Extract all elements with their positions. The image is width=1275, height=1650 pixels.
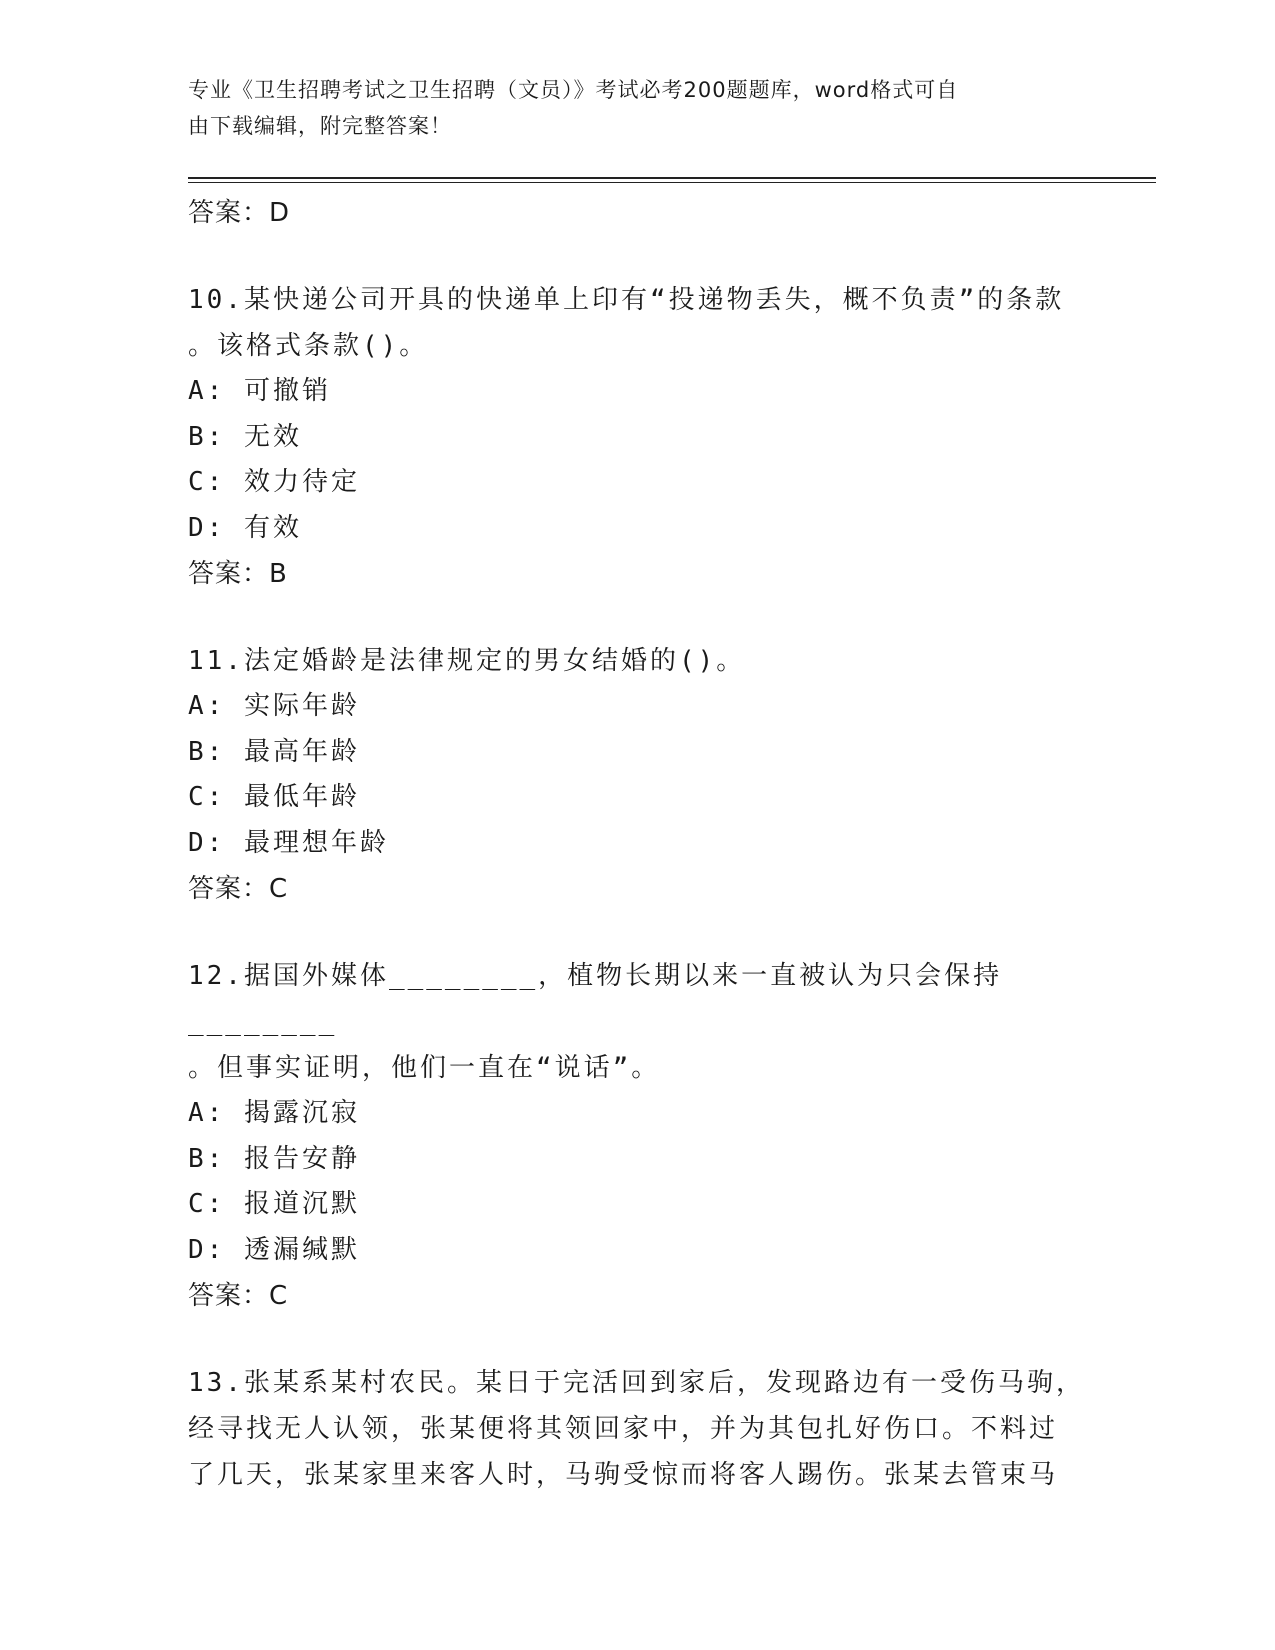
option-c: C: 报道沉默 [188,1189,360,1219]
document-header [188,72,1068,144]
option-a: A: 实际年龄 [188,691,360,721]
answer: 答案：B [188,559,288,589]
question-list [188,190,1088,1498]
question-text: 12.据国外媒体________，植物长期以来一直被认为只会保持________ [188,961,1003,1037]
question-text: 经寻找无人认领，张某便将其领回家中，并为其包扎好伤口。不料过 [188,1414,1059,1444]
answer: 答案：C [188,874,289,904]
header-rule-thick [188,177,1156,179]
previous-answer: 答案：D [188,198,291,228]
question-11 [188,638,1088,912]
answer: 答案：C [188,1281,289,1311]
question-text: 13.张某系某村农民。某日于完活回到家后，发现路边有一受伤马驹， [188,1368,1085,1398]
option-c: C: 最低年龄 [188,782,360,812]
question-text: 。该格式条款()。 [188,331,429,361]
question-13 [188,1360,1088,1498]
option-c: C: 效力待定 [188,467,360,497]
header-rule-thin [188,182,1156,183]
question-text: 11.法定婚龄是法律规定的男女结婚的()。 [188,646,746,676]
option-b: B: 报告安静 [188,1143,360,1174]
option-d: D: 有效 [188,512,302,543]
option-a: A: 可撤销 [188,376,331,406]
question-text: 了几天，张某家里来客人时，马驹受惊而将客人踢伤。张某去管束马 [188,1460,1059,1490]
option-b: B: 无效 [188,421,302,452]
option-a: A: 揭露沉寂 [188,1098,360,1128]
question-12 [188,953,1088,1319]
header-line-2: 由下载编辑，附完整答案！ [188,114,452,138]
question-text: 。但事实证明，他们一直在“说话”。 [188,1053,661,1083]
option-d: D: 透漏缄默 [188,1234,360,1265]
question-text: 10.某快递公司开具的快递单上印有“投递物丢失，概不负责”的条款 [188,285,1065,315]
option-d: D: 最理想年龄 [188,827,389,858]
question-10 [188,277,1088,597]
option-b: B: 最高年龄 [188,736,360,767]
header-line-1: 专业《卫生招聘考试之卫生招聘（文员）》考试必考200题题库，word格式可自 [188,78,959,102]
